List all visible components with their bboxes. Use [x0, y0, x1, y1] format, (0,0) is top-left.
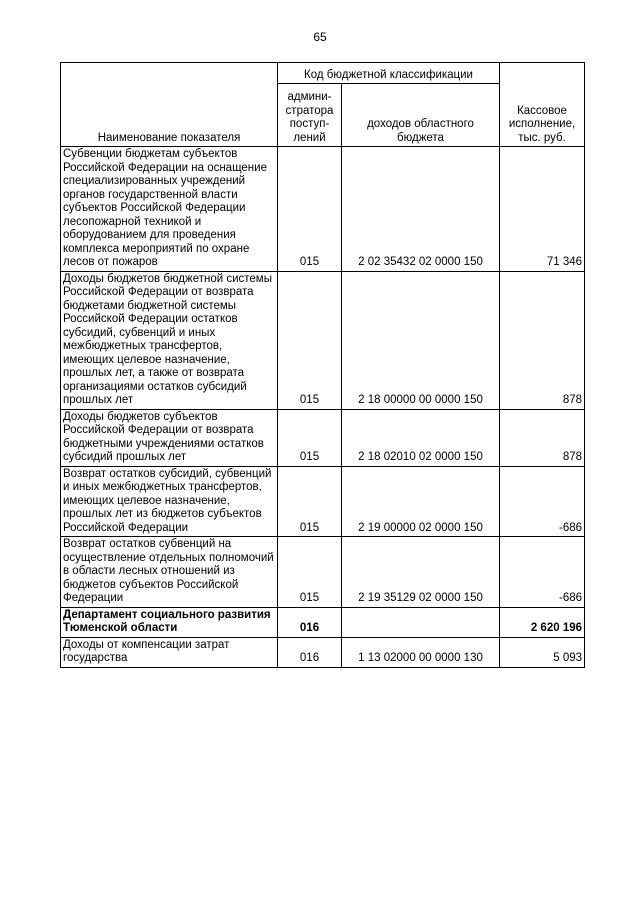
row-code: 1 13 02000 00 0000 130: [342, 637, 500, 667]
header-name: Наименование показателя: [61, 63, 278, 147]
row-amount: 2 620 196: [500, 607, 585, 637]
row-admin: 015: [278, 537, 342, 608]
row-amount: 5 093: [500, 637, 585, 667]
row-code: [342, 607, 500, 637]
table-row-department: [61, 607, 585, 637]
row-admin: 015: [278, 271, 342, 409]
row-code: 2 19 35129 02 0000 150: [342, 537, 500, 608]
row-amount: 878: [500, 409, 585, 466]
table-row: [61, 537, 585, 608]
row-name: Департамент социального развития Тюменской области: [61, 607, 278, 637]
table-row: [61, 637, 585, 667]
row-code: 2 19 00000 02 0000 150: [342, 466, 500, 537]
header-income: доходов областного бюджета: [342, 84, 500, 147]
table-row: [61, 147, 585, 272]
row-admin: 015: [278, 409, 342, 466]
row-code: 2 18 00000 00 0000 150: [342, 271, 500, 409]
header-admin: админи-стратора поступ-лений: [278, 84, 342, 147]
table-row: [61, 466, 585, 537]
row-code: 2 02 35432 02 0000 150: [342, 147, 500, 272]
row-admin: 015: [278, 147, 342, 272]
page-number: 65: [313, 30, 327, 44]
row-admin: 016: [278, 637, 342, 667]
row-amount: 878: [500, 271, 585, 409]
row-name: Возврат остатков субвенций на осуществление отдельных полномочий в области лесных отношений из бюджетов субъектов Российской Федерации: [61, 537, 278, 608]
row-name: Доходы от компенсации затрат государства: [61, 637, 278, 667]
row-name-cell: [61, 409, 278, 466]
row-admin: 016: [278, 607, 342, 637]
row-amount: 71 346: [500, 147, 585, 272]
row-name: Доходы бюджетов субъектов Российской Федерации от возврата бюджетными учреждениями остатков субсидий прошлых лет: [63, 410, 264, 463]
table-row: [61, 271, 585, 409]
row-name: Субвенции бюджетам субъектов Российской Федерации на оснащение специализированных учреждений органов государственной власти субъектов Российской Федерации лесопожарной техникой и оборудованием для проведения комплекса мероприятий по охране лесов от пожаров: [61, 147, 278, 272]
row-name: Доходы бюджетов бюджетной системы Российской Федерации от возврата бюджетами бюджетной системы Российской Федерации остатков субсидий, субвенций и иных межбюджетных трансфертов, имеющих целевое назначение, прошлых лет, а также от возврата организациями остатков субсидий прошлых лет: [61, 271, 278, 409]
header-code-group: Код бюджетной классификации: [278, 63, 500, 84]
row-admin: 015: [278, 466, 342, 537]
row-name: Возврат остатков субсидий, субвенций и иных межбюджетных трансфертов, имеющих целевое назначение, прошлых лет из бюджетов субъектов Российской Федерации: [61, 466, 278, 537]
table-row: [61, 409, 585, 466]
row-amount: -686: [500, 537, 585, 608]
row-amount: -686: [500, 466, 585, 537]
row-code: 2 18 02010 02 0000 150: [342, 409, 500, 466]
header-execution: Кассовое исполнение, тыс. руб.: [500, 63, 585, 147]
budget-table: [60, 62, 585, 668]
